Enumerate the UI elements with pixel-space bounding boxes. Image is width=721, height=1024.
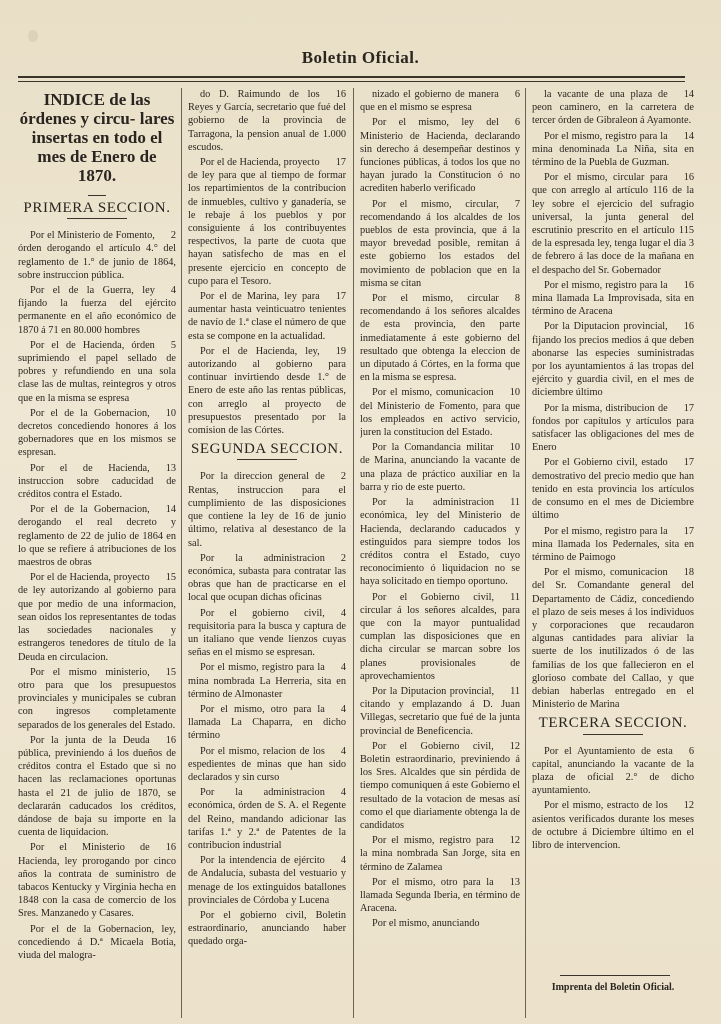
entry-list [532, 88, 694, 711]
entry-list [360, 88, 520, 931]
index-entry [532, 171, 694, 277]
section-rule [237, 459, 297, 460]
page-number: 12 [509, 835, 520, 847]
entry-text: la vacante de una plaza de peon caminero, en la carretera de tercer órden de Gibraleon á Ayamonte. [532, 89, 694, 127]
index-entry [188, 786, 346, 852]
index-entry [18, 571, 176, 663]
page-number: 10 [165, 407, 176, 419]
entry-text: Por la Diputacion provincial, citando y emplazando á D. Juan Villegas, secretario que fué de la junta provincial de Beneficencia. [360, 685, 520, 737]
index-entry [532, 402, 694, 455]
entry-text: Por la intendencia de ejército de Andalucía, subasta del vestuario y menage de los extinguidos batallones provinciales de Córdoba y Lucena [188, 855, 346, 906]
page-number: 2 [340, 552, 346, 564]
page-number: 8 [514, 293, 520, 305]
page-number: 10 [509, 442, 520, 454]
entry-text: Por el mismo, comunicacion del Ministerio de Fomento, para que los empleados en activo servicio, juren la constitucion del Estado. [360, 387, 520, 439]
page-number: 16 [683, 321, 694, 333]
entry-text: Por el mismo, comunicacion del Sr. Comandante general del Departamento de Cádiz, concediendo el plazo de seis meses á los individuos y corporaciones que recaudaron algunas cantidades para aliviar la suerte de los inutilizados ó de las familias de los que fallecieron en el glorioso combate del Callao, y que debian haberlas entregado en el Ministerio de Marina [532, 567, 694, 711]
entry-text: Por el Gobierno civil, circular á los señores alcaldes, para que con la mayor puntualidad cumplan las disposiciones que en dicha circular se marcan sobre los planes provisionales de aprovechamientos [360, 591, 520, 682]
page-number: 14 [165, 504, 176, 516]
index-entry [360, 88, 520, 114]
entry-text: Por la Comandancia militar de Marina, anunciando la vacante de una plaza de práctico auxiliar en la barra y rio de este puerto. [360, 442, 520, 493]
page-number: 15 [165, 666, 176, 678]
index-entry [188, 661, 346, 701]
page-number: 18 [683, 567, 694, 579]
entry-text: Por la misma, distribucion de fondos por capítulos y artículos para satisfacer las obligaciones del mes de Enero [532, 402, 694, 454]
page-number: 4 [340, 855, 346, 867]
index-entry [18, 339, 176, 405]
entry-text: Por el mismo, anunciando [372, 918, 480, 930]
index-entry [360, 917, 520, 930]
column-divider [353, 88, 354, 1018]
entry-list [532, 745, 694, 853]
entry-text: Por el de la Guerra, ley fijando la fuerza del ejército permanente en el año económico de 1870 á 71 en 80.000 hombres [18, 285, 176, 336]
index-entry [188, 470, 346, 549]
index-entry [18, 229, 176, 282]
entry-text: Por el de Hacienda, proyecto de ley para que al tiempo de formar los repartimientos de la contribucion de inmuebles, cultivo y ganadería, se le rebaje á los pueblos y por consiguiente á los contribuyentes respectivos, la parte de cuota que hayan satisfecho de mas en el presente ejercicio en concepto de cupo para el Tesoro. [188, 157, 346, 287]
index-entry [188, 909, 346, 949]
page-number: 16 [683, 172, 694, 184]
index-entry [532, 320, 694, 399]
section-title: TERCERA SECCION. [538, 715, 688, 732]
index-entry [532, 799, 694, 852]
section-rule [67, 218, 127, 219]
entry-text: Por el de Hacienda, instruccion sobre caducidad de créditos contra el Estado. [18, 462, 176, 501]
entry-text: Por la junta de la Deuda pública, previniendo á los dueños de créditos contra el Estado que si no hacen las reclamaciones oportunas hasta el 21 de julio de 1870, se declararán caducados los créditos, dándose de baja su importe en la cuenta de liquidacion. [18, 734, 176, 839]
entry-list [188, 88, 346, 437]
entry-text: Por el mismo, registro para la mina llamada los Pedernales, sita en término de Paimogo [532, 525, 694, 563]
page-number: 14 [683, 89, 694, 100]
column-divider [525, 88, 526, 1018]
entry-text: Por el mismo, circular, recomendando á los alcaldes de los pueblos de esta provincia, que á la mayor brevedad posible, remitan á este gobierno los estados del movimiento de poblacion que en la misma se citan [360, 198, 520, 289]
page-number: 19 [335, 345, 346, 357]
entry-text: Por el de la Gobernacion, ley, concediendo á D.ª Micaela Botia, viuda del malogra- [18, 923, 176, 961]
page-number: 13 [165, 462, 176, 474]
page-number: 4 [170, 285, 176, 297]
page-number: 11 [510, 591, 520, 603]
entry-text: Por el de Marina, ley para aumentar hasta veinticuatro tenientes de navío de 1.ª clase el número de que esta se compone en la actualidad. [188, 291, 346, 342]
page-number: 4 [340, 787, 346, 799]
page-number: 4 [340, 607, 346, 619]
index-entry [18, 923, 176, 963]
paper-stain [28, 30, 38, 42]
page-number: 15 [165, 572, 176, 584]
entry-text: Por el gobierno civil, requisitoria para la busca y captura de un italiano que vende lienzos cuyas señas en el mismo se espresan. [188, 607, 346, 659]
entry-text: Por el gobierno civil, Boletin estraordinario, anunciando haber quedado orga- [188, 909, 346, 948]
page-number: 11 [510, 685, 520, 697]
index-entry [18, 734, 176, 840]
entry-text: Por el mismo, registro para la mina llamada La Improvisada, sita en término de Aracena [532, 279, 694, 318]
index-heading: INDICE de las órdenes y circu- lares insertas en todo el mes de Enero de 1870. [19, 90, 175, 185]
entry-text: Por el de Hacienda, ley, autorizando al gobierno para continuar invirtiendo desde 1.° de Enero de este año las rentas públicas, con arreglo al proyecto de presupuestos presentado por la comision de las Córtes. [188, 345, 346, 437]
index-entry [360, 292, 520, 384]
index-entry [18, 462, 176, 502]
entry-text: Por el mismo, ley del Ministerio de Hacienda, declarando sin derecho á desempeñar destinos y funciones públicas, á todos los que no hayan jurado la Constitucion ó no acrediten haberlo verificado [360, 117, 520, 195]
entry-text: Por el mismo, otro para la llamada La Chaparra, en dicho término [188, 703, 346, 742]
page-number: 4 [340, 703, 346, 715]
index-entry [360, 116, 520, 195]
page-number: 5 [170, 339, 176, 351]
entry-text: Por el mismo, relacion de los espedientes de minas que han sido declarados y sin curso [188, 745, 346, 783]
index-entry [188, 156, 346, 288]
index-entry [188, 88, 346, 154]
index-entry [532, 525, 694, 565]
entry-text: Por el de Hacienda, órden suprimiendo el papel sellado de pobres y refundiendo en una sola clase las de multas, reintegros y otros que en la misma se espresa [18, 339, 176, 404]
index-entry [18, 284, 176, 337]
entry-list [188, 470, 346, 948]
index-entry [188, 854, 346, 907]
index-entry [532, 88, 694, 128]
page-number: 7 [514, 198, 520, 210]
index-entry [18, 503, 176, 569]
entry-text: Por el de Hacienda, proyecto de ley autorizando al gobierno para que por medio de una informacion, sean oidos los representantes de todas las sociedades nacionales y estrangeros tenedores de título de la Deuda en circulacion. [18, 572, 176, 663]
index-entry [18, 841, 176, 920]
header-rule [18, 76, 685, 78]
page-number: 12 [683, 800, 694, 812]
index-entry [188, 290, 346, 343]
column-1 [18, 88, 176, 1008]
entry-text: Por el mismo, registro para la mina denominada La Niña, sita en término de la Puebla de Guzman. [532, 130, 694, 169]
page-number: 6 [688, 745, 694, 757]
entry-text: Por el mismo ministerio, otro para que los presupuestos provinciales y municipales se cubran con ingresos completamente separados de los generales del Estado. [18, 666, 176, 731]
index-entry [360, 834, 520, 874]
index-entry [360, 876, 520, 916]
column-3 [360, 88, 520, 1008]
index-entry [360, 740, 520, 832]
page-number: 16 [165, 842, 176, 854]
header-rule-thin [18, 81, 685, 82]
index-entry [532, 130, 694, 170]
page-number: 17 [335, 157, 346, 169]
entry-text: Por el mismo, circular para que con arreglo al artículo 116 de la ley sobre el ejercicio del sufragio universal, la junta general del escrutinio prescrito en el artículo 115 de la espresada ley, tenga lugar el dia 3 de febrero á las doce de la mañana en el despacho del Sr. Gobernador [532, 172, 694, 276]
entry-text: Por el de la Gobernacion, derogando el real decreto y reglamento de 22 de julio de 1864 en lo que se refiere á atribuciones de los maestros de obras [18, 504, 176, 569]
page-number: 16 [683, 279, 694, 291]
page-number: 10 [509, 387, 520, 399]
index-entry [188, 552, 346, 605]
entry-text: Por el Ministerio de Fomento, órden derogando el artículo 4.° del reglamento de 1.° de junio de 1864, sobre instruccion pública. [18, 230, 176, 281]
entry-text: Por la direccion general de Rentas, instruccion para el cumplimiento de las disposiciones que contiene la ley de 16 de junio último, relativa al desestanco de la sal. [188, 471, 346, 549]
entry-text: Por el Ayuntamiento de esta capital, anunciando la vacante de la plaza de oficial 2.° de dicho ayuntamiento. [532, 745, 694, 797]
column-divider [181, 88, 182, 1018]
page-number: 12 [509, 740, 520, 752]
masthead-title: Boletin Oficial. [301, 48, 420, 67]
entry-text: Por la Diputacion provincial, fijando los precios medios á que deben abonarse las especies suministradas por los ayuntamientos á las tropas del ejército y guardia civil, en el mes de diciembre último [532, 321, 694, 399]
column-4 [532, 88, 694, 1008]
page-number: 4 [340, 662, 346, 674]
page-number: 14 [683, 130, 694, 142]
entry-text: Por la administracion económica, subasta para contratar las obras que han de practicarse en el local que ocupan dichas oficinas [188, 552, 346, 604]
page-number: 4 [340, 745, 346, 757]
index-entry [532, 279, 694, 319]
section-rule [583, 734, 643, 735]
entry-list [18, 229, 176, 962]
entry-text: do D. Raimundo de los Reyes y García, secretario que fué del gobierno de la provincia de Tarragona, la pension anual de 1.000 escudos. [188, 89, 346, 153]
index-entry [360, 591, 520, 683]
index-entry [360, 496, 520, 588]
index-entry [18, 666, 176, 732]
index-entry [18, 407, 176, 460]
page-number: 16 [335, 89, 346, 100]
entry-text: Por la administracion económica, órden de S. A. el Regente del Reino, mandando adicionar las tarifas 1.ª y 2.ª de Patentes de la contribucion industrial [188, 787, 346, 851]
entry-text: Por el mismo, estracto de los asientos verificados durante los meses de octubre á Diciembre último en el libro de intervencion. [532, 800, 694, 851]
section-title: SEGUNDA SECCION. [190, 441, 344, 458]
entry-text: nizado el gobierno de manera que en el mismo se espresa [360, 89, 499, 114]
index-entry [188, 745, 346, 785]
page-number: 6 [514, 117, 520, 129]
page-number: 17 [683, 402, 694, 414]
page-number: 2 [340, 471, 346, 483]
index-entry [188, 607, 346, 660]
index-entry [188, 345, 346, 437]
entry-text: Por el mismo, registro para la mina nombrada San Jorge, sita en término de Zalamea [360, 835, 520, 873]
index-entry [360, 441, 520, 494]
page-number: 11 [510, 497, 520, 509]
entry-text: Por el Gobierno civil, Boletin estraordinario, previniendo á los Sres. Alcaldes que sin pérdida de tiempo comuniquen á este Gobierno el resultado de la votacion de mesas así como el que diariamente obtenga la de candidatos [360, 740, 520, 831]
page-number: 17 [683, 525, 694, 537]
heading-rule [88, 195, 106, 196]
page-number: 13 [509, 876, 520, 888]
page-number: 16 [165, 734, 176, 746]
page-number: 6 [514, 89, 520, 100]
index-entry [532, 566, 694, 711]
entry-text: Por el mismo, circular recomendando á los señores alcaldes de esta provincia, den parte inmediatamente á este gobierno del resultado que obtenga la eleccion de un diputado á Córtes, en la forma que en la misma se espresa. [360, 293, 520, 384]
entry-text: Por el mismo, otro para la llamada Segunda Iberia, en término de Aracena. [360, 876, 520, 915]
entry-text: Por la administracion económica, ley del Ministerio de Hacienda, declarando caducados y estinguidos para siempre todos los créditos contra el Estado, cuyo reconocimiento ó liquidacion no se haya solicitado en tiempo oportuno. [360, 497, 520, 588]
entry-text: Por el Gobierno civil, estado demostrativo del precio medio que han tenido en esta provincia los artículos de consumo en el mes de Diciembre último [532, 457, 694, 522]
index-entry [360, 386, 520, 439]
section-title: PRIMERA SECCION. [23, 200, 171, 216]
column-2 [188, 88, 346, 1008]
index-entry [532, 456, 694, 522]
entry-text: Por el de la Gobernacion, decretos concediendo honores á los gobernadores que en los mismos se espresan. [18, 407, 176, 459]
imprint-rule [560, 975, 670, 976]
index-entry [360, 198, 520, 290]
entry-text: Por el Ministerio de Hacienda, ley prorogando por cinco años la contrata de suministro de tabacos Kentucky y Virginia hecha en 1848 con la casa de comercio de los Sres. Manzanedo y Casares. [18, 842, 176, 920]
imprint-line: Imprenta del Boletin Oficial. [551, 982, 675, 993]
index-entry [360, 685, 520, 738]
index-entry [532, 745, 694, 798]
page-number: 17 [335, 291, 346, 303]
page-number: 2 [170, 230, 176, 242]
entry-text: Por el mismo, registro para la mina nombrada La Herreria, sita en término de Almonaster [188, 662, 346, 700]
page-number: 17 [683, 457, 694, 469]
index-entry [188, 703, 346, 743]
